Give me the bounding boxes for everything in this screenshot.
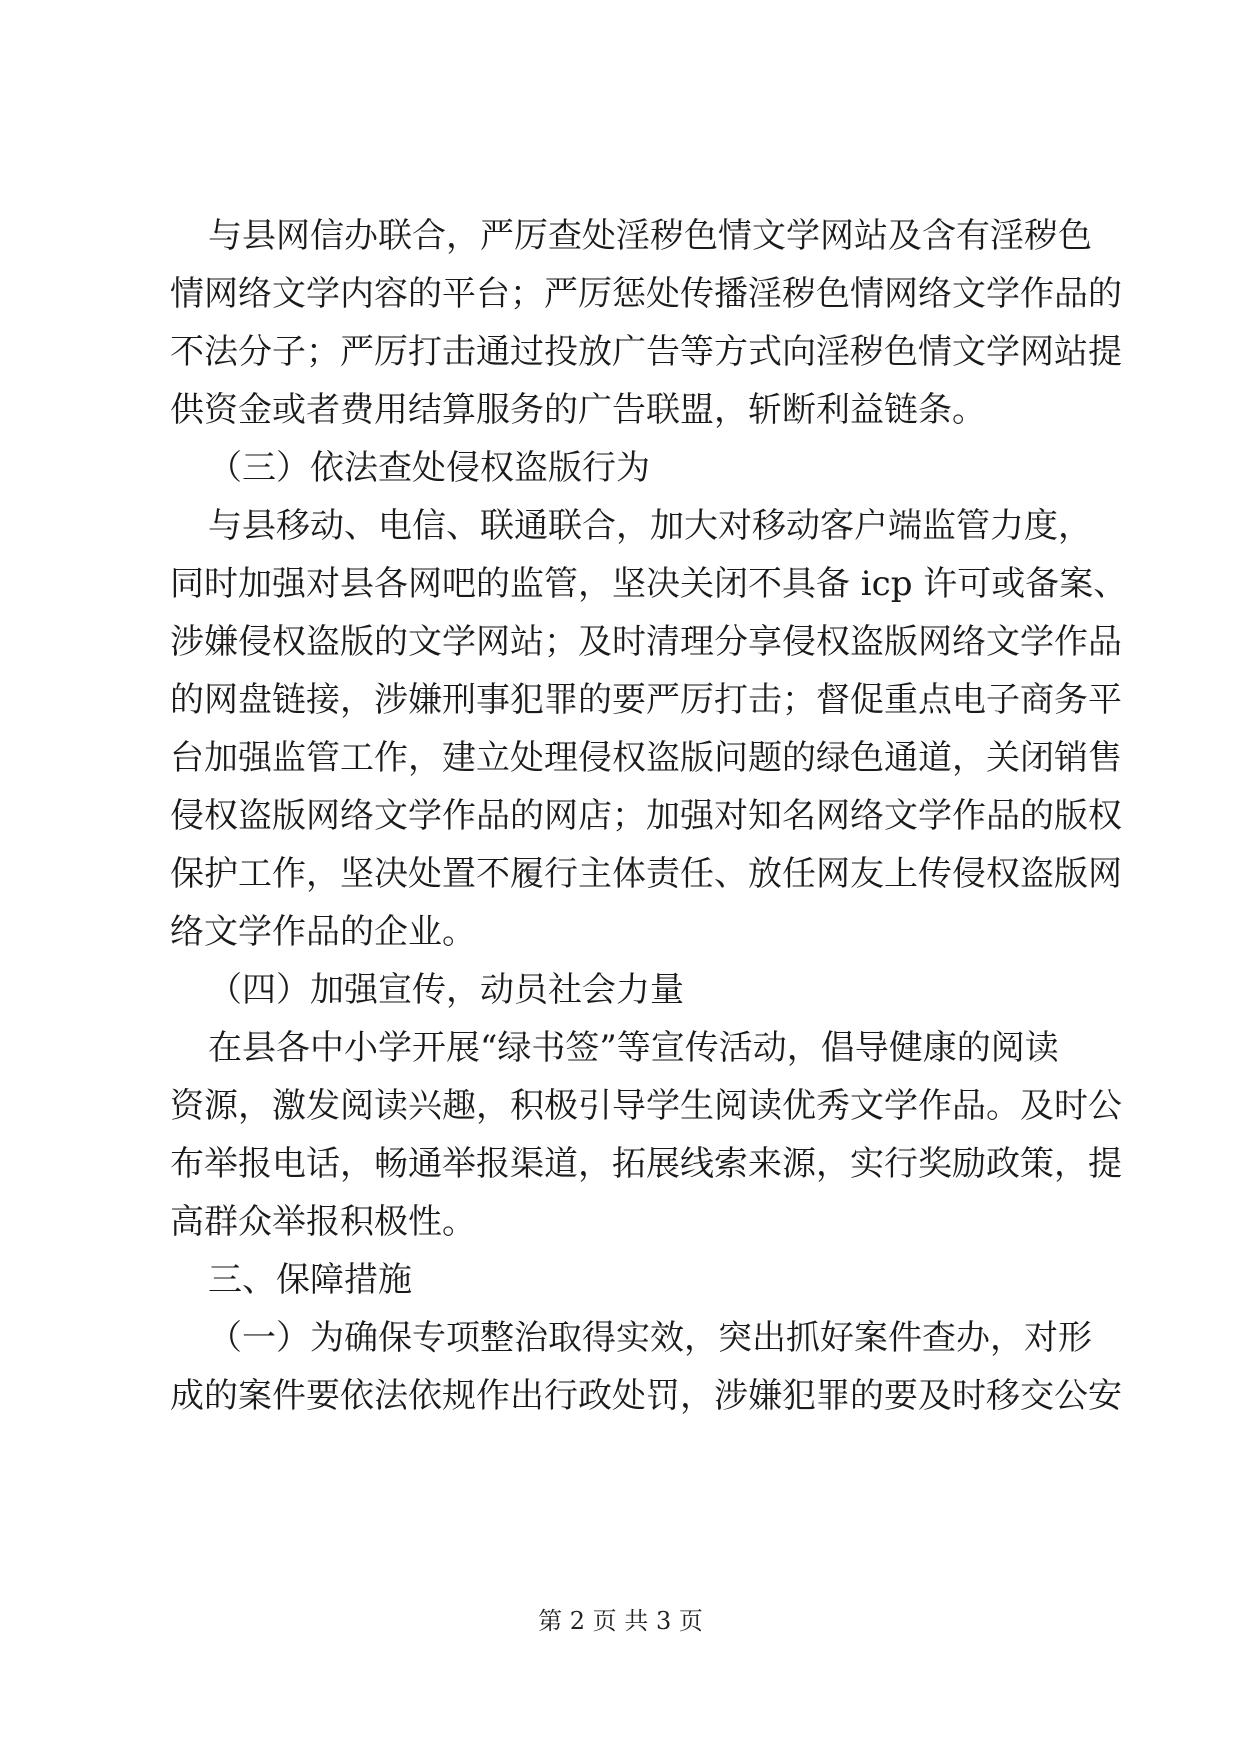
line-text: 资源，激发阅读兴趣，积极引导学生阅读优秀文学作品。及时公: [170, 1086, 1122, 1126]
line-text: 布举报电话，畅通举报渠道，拓展线索来源，实行奖励政策，提: [170, 1144, 1122, 1184]
line-text: 涉嫌侵权盗版的文学网站；及时清理分享侵权盗版网络文学作品: [170, 622, 1122, 662]
line-text: 侵权盗版网络文学作品的网店；加强对知名网络文学作品的版权: [170, 796, 1122, 836]
line-text: （四）加强宣传，动员社会力量: [208, 970, 684, 1010]
line-text: 情网络文学内容的平台；严厉惩处传播淫秽色情网络文学作品的: [170, 274, 1122, 314]
line-text: 台加强监管工作，建立处理侵权盗版问题的绿色通道，关闭销售: [170, 738, 1122, 778]
line-text: 三、保障措施: [208, 1260, 412, 1300]
line-text: 与县网信办联合，严厉查处淫秽色情文学网站及含有淫秽色: [208, 216, 1092, 256]
line-text: 成的案件要依法依规作出行政处罚，涉嫌犯罪的要及时移交公安: [170, 1376, 1122, 1416]
line-text: 与县移动、电信、联通联合，加大对移动客户端监管力度，: [208, 506, 1092, 546]
line-text: 高群众举报积极性。: [170, 1202, 476, 1242]
line-text: 络文学作品的企业。: [170, 912, 476, 952]
line-text: 的网盘链接，涉嫌刑事犯罪的要严厉打击；督促重点电子商务平: [170, 680, 1122, 720]
line-text: 供资金或者费用结算服务的广告联盟，斩断利益链条。: [170, 390, 986, 430]
line-text: 在县各中小学开展“绿书签”等宣传活动，倡导健康的阅读: [208, 1028, 1059, 1068]
line-text: （三）依法查处侵权盗版行为: [208, 448, 650, 488]
page-footer: 第 2 页 共 3 页: [538, 1607, 703, 1635]
line-text: 同时加强对县各网吧的监管，坚决关闭不具备 icp 许可或备案、: [170, 564, 1128, 604]
line-text: （一）为确保专项整治取得实效，突出抓好案件查办，对形: [208, 1318, 1092, 1358]
line-text: 保护工作，坚决处置不履行主体责任、放任网友上传侵权盗版网: [170, 854, 1122, 894]
line-text: 不法分子；严厉打击通过投放广告等方式向淫秽色情文学网站提: [170, 332, 1122, 372]
